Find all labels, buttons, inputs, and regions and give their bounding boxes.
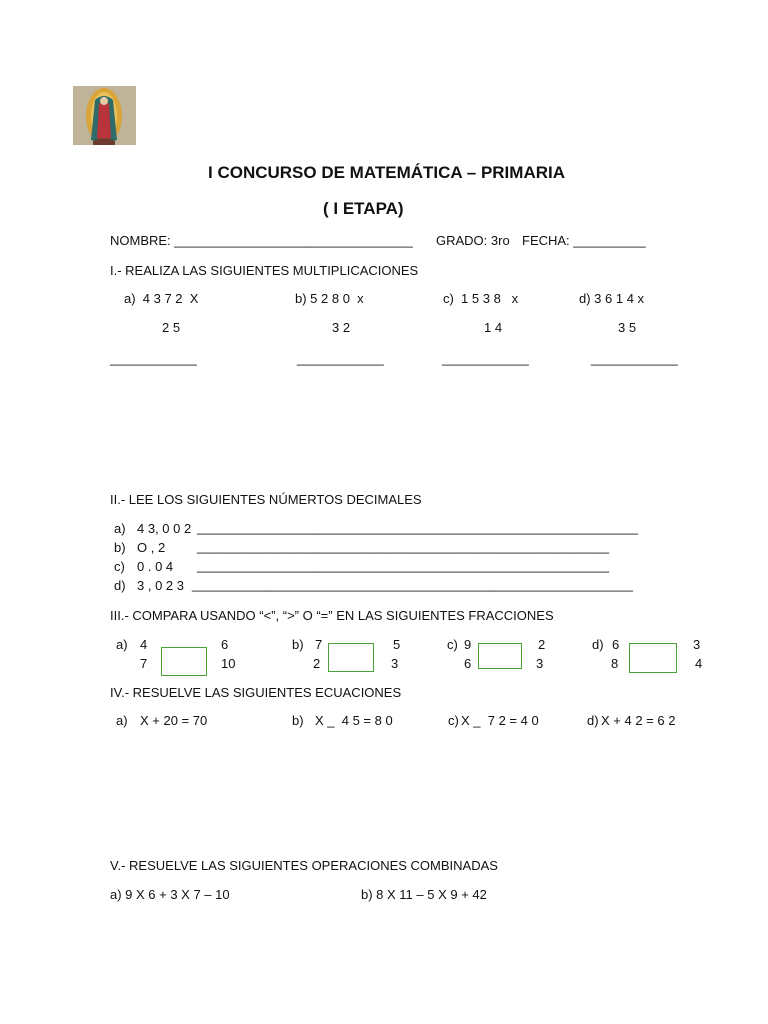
multiplication-a-bottom: 2 5 xyxy=(162,320,181,335)
multiplication-b-answer-line: ____________ xyxy=(297,351,384,366)
date-field: FECHA: __________ xyxy=(522,233,646,248)
equation-c: X _ 7 2 = 4 0 xyxy=(461,713,539,728)
decimal-b-line: _________________________________________________________ xyxy=(197,539,610,554)
fraction-b-label: b) xyxy=(292,637,304,652)
equation-b: X _ 4 5 = 8 0 xyxy=(315,713,393,728)
fraction-b-den1: 2 xyxy=(313,656,321,671)
fraction-d-answer-box[interactable] xyxy=(629,643,677,673)
equation-d: X + 4 2 = 6 2 xyxy=(601,713,676,728)
decimal-b-label: b) xyxy=(114,540,126,555)
fraction-b-num2: 5 xyxy=(393,637,401,652)
fraction-c-label: c) xyxy=(447,637,458,652)
decimal-d-number: 3 , 0 2 3 xyxy=(137,578,184,593)
equation-d-label: d) xyxy=(587,713,599,728)
fraction-b-answer-box[interactable] xyxy=(328,643,374,672)
section-4-heading: IV.- RESUELVE LAS SIGUIENTES ECUACIONES xyxy=(110,685,402,700)
fraction-c-num1: 9 xyxy=(464,637,472,652)
equation-c-label: c) xyxy=(448,713,459,728)
fraction-c-num2: 2 xyxy=(538,637,546,652)
multiplication-a-top: a) 4 3 7 2 X xyxy=(124,291,199,306)
multiplication-d-answer-line: ____________ xyxy=(591,351,678,366)
fraction-a-answer-box[interactable] xyxy=(161,647,207,676)
decimal-c-line: _________________________________________________________ xyxy=(197,558,610,573)
section-5-heading: V.- RESUELVE LAS SIGUIENTES OPERACIONES COMBINADAS xyxy=(110,858,498,873)
page-title: I CONCURSO DE MATEMÁTICA – PRIMARIA xyxy=(208,163,565,182)
multiplication-c-answer-line: ____________ xyxy=(442,351,529,366)
multiplication-a-answer-line: ____________ xyxy=(110,351,197,366)
section-3-heading: III.- COMPARA USANDO “<”, “>” O “=” EN LAS SIGUIENTES FRACCIONES xyxy=(110,608,554,623)
equation-a: X + 20 = 70 xyxy=(140,713,208,728)
multiplication-b-bottom: 3 2 xyxy=(332,320,351,335)
equation-a-label: a) xyxy=(116,713,128,728)
fraction-a-num1: 4 xyxy=(140,637,148,652)
fraction-c-den1: 6 xyxy=(464,656,472,671)
section-1-heading: I.- REALIZA LAS SIGUIENTES MULTIPLICACIONES xyxy=(110,263,419,278)
fraction-b-den2: 3 xyxy=(391,656,399,671)
combined-operation-a: a) 9 X 6 + 3 X 7 – 10 xyxy=(110,887,230,902)
equation-b-label: b) xyxy=(292,713,304,728)
combined-operation-b: b) 8 X 11 – 5 X 9 + 42 xyxy=(361,887,487,902)
fraction-d-num2: 3 xyxy=(693,637,701,652)
page-subtitle: ( I ETAPA) xyxy=(323,199,404,218)
fraction-a-num2: 6 xyxy=(221,637,229,652)
fraction-d-den2: 4 xyxy=(695,656,703,671)
fraction-c-den2: 3 xyxy=(536,656,544,671)
decimal-c-label: c) xyxy=(114,559,125,574)
multiplication-d-bottom: 3 5 xyxy=(618,320,637,335)
name-field: NOMBRE: _________________________________ xyxy=(110,233,413,248)
decimal-c-number: 0 . 0 4 xyxy=(137,559,174,574)
fraction-d-label: d) xyxy=(592,637,604,652)
decimal-a-label: a) xyxy=(114,521,126,536)
multiplication-d-top: d) 3 6 1 4 x xyxy=(579,291,645,306)
decimal-d-line: _____________________________________________________________ xyxy=(192,577,634,592)
decimal-b-number: O , 2 xyxy=(137,540,166,555)
fraction-a-label: a) xyxy=(116,637,128,652)
fraction-d-num1: 6 xyxy=(612,637,620,652)
grade-label: GRADO: 3ro xyxy=(436,233,510,248)
decimal-a-number: 4 3, 0 0 2 xyxy=(137,521,192,536)
decimal-d-label: d) xyxy=(114,578,126,593)
fraction-a-den1: 7 xyxy=(140,656,148,671)
multiplication-b-top: b) 5 2 8 0 x xyxy=(295,291,364,306)
fraction-c-answer-box[interactable] xyxy=(478,643,522,669)
fraction-a-den2: 10 xyxy=(221,656,236,671)
section-2-heading: II.- LEE LOS SIGUIENTES NÚMERTOS DECIMALES xyxy=(110,492,422,507)
fraction-b-num1: 7 xyxy=(315,637,323,652)
multiplication-c-top: c) 1 5 3 8 x xyxy=(443,291,519,306)
fraction-d-den1: 8 xyxy=(611,656,619,671)
virgin-of-guadalupe-image xyxy=(73,86,136,145)
multiplication-c-bottom: 1 4 xyxy=(484,320,503,335)
decimal-a-line: _____________________________________________________________ xyxy=(197,520,639,535)
